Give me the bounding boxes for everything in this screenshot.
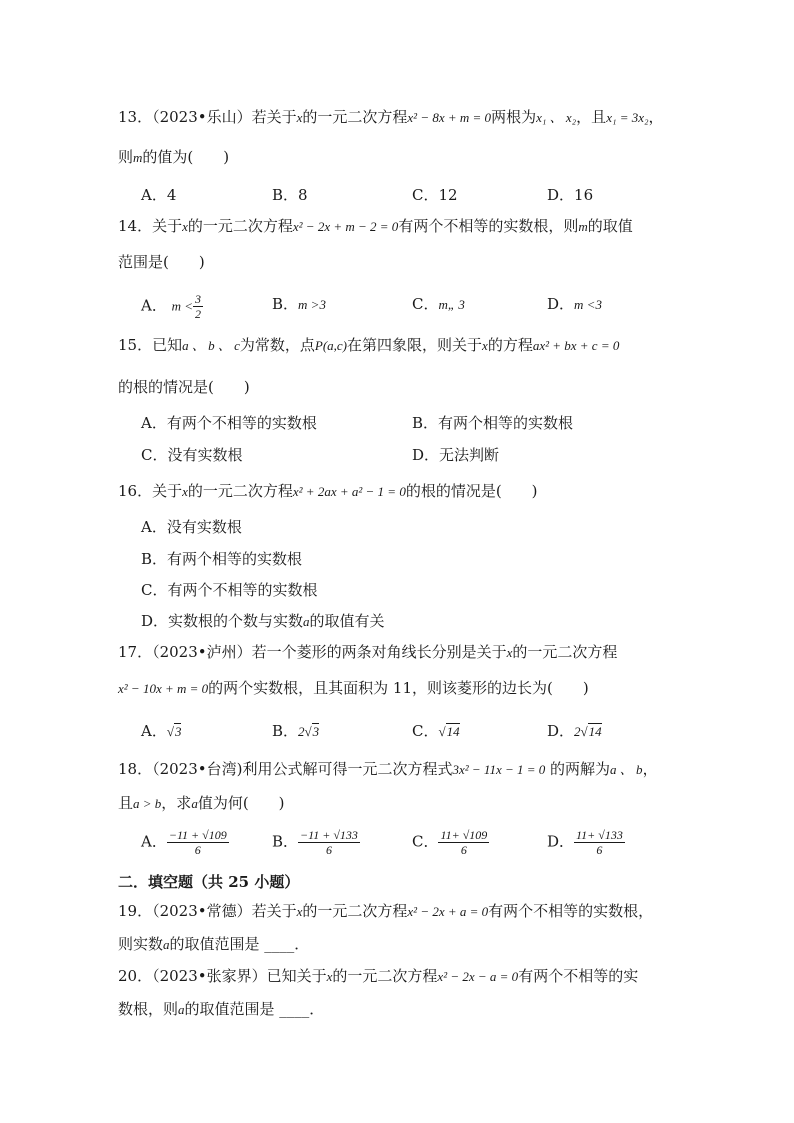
var-x: x xyxy=(182,219,188,234)
q20-equation: x² − 2x − a = 0 xyxy=(437,969,519,984)
frac-num: 3 xyxy=(195,292,202,306)
option-fraction xyxy=(298,828,360,857)
q13-text: 的值为( ) xyxy=(142,148,230,166)
q19-line2 xyxy=(118,934,309,955)
q17-equation: x² − 10x + m = 0 xyxy=(118,681,209,696)
q13-line1 xyxy=(118,107,664,128)
q17-text: 的一元二次方程 xyxy=(512,643,618,661)
q17-line2 xyxy=(118,678,589,699)
option-label: A． xyxy=(141,832,167,851)
section-heading-fill-in: 二．填空题（共 25 小题） xyxy=(118,873,300,891)
q20-text: 的取值范围是 ____． xyxy=(184,1000,325,1018)
q17-text: 的两个实数根，且其面积为 11，则该菱形的边长为( ) xyxy=(208,679,589,697)
q15-option-d: D．无法判断 xyxy=(412,446,500,464)
q17-option-a xyxy=(141,721,181,742)
option-label: D． xyxy=(547,832,575,851)
q16-option-d xyxy=(141,611,385,632)
option-fraction xyxy=(438,828,489,857)
option-label: D． xyxy=(547,722,575,740)
q13-text: ， xyxy=(648,108,664,126)
sqrt-sign: √ xyxy=(438,724,446,739)
q14-option-a xyxy=(141,292,203,321)
q16-equation: x² + 2ax + a² − 1 = 0 xyxy=(292,484,406,499)
q20-line2 xyxy=(118,999,324,1020)
option-text: 的取值有关 xyxy=(309,612,385,630)
q18-roots: a 、 b xyxy=(610,762,643,777)
q13-prefix: 13．（2023•乐山）若关于 xyxy=(118,108,297,126)
option-label: A． xyxy=(141,722,167,740)
q20-line1 xyxy=(118,966,638,987)
q18-text: ，求 xyxy=(161,794,192,812)
q14-text: 的取值 xyxy=(587,217,633,235)
q13-equation: x² − 8x + m = 0 xyxy=(407,110,492,125)
q15-text: 15．已知 xyxy=(118,336,183,354)
frac-den: 6 xyxy=(194,843,201,857)
option-label: A． xyxy=(141,296,167,315)
q17-option-d xyxy=(547,721,602,742)
q18-option-b xyxy=(272,828,360,857)
q18-text: 值为何( ) xyxy=(197,794,285,812)
q18-option-c xyxy=(412,828,489,857)
q16-text: 的根的情况是( ) xyxy=(405,482,538,500)
q15-line1 xyxy=(118,335,619,356)
q15-point: P(a,c) xyxy=(314,338,348,353)
q13-text: 的一元二次方程 xyxy=(302,108,408,126)
q19-equation: x² − 2x + a = 0 xyxy=(407,904,489,919)
option-expr: 3 xyxy=(174,724,182,739)
q14-text: 14．关于 xyxy=(118,217,183,235)
q13-option-a: A．4 xyxy=(141,186,177,204)
q15-constants: a 、 b 、 c xyxy=(182,338,240,353)
q18-text: 18．（2023•台湾)利用公式解可得一元二次方程式 xyxy=(118,760,453,778)
q15-equation: ax² + bx + c = 0 xyxy=(532,338,620,353)
option-expr: m < xyxy=(171,298,194,314)
var-a: a xyxy=(191,796,198,811)
option-label: C． xyxy=(412,295,439,313)
q16-text: 16．关于 xyxy=(118,482,183,500)
frac-den: 2 xyxy=(195,307,202,321)
q13-option-c: C．12 xyxy=(412,186,458,204)
option-expr: 3 xyxy=(312,724,320,739)
option-expr: 14 xyxy=(446,724,460,739)
option-coef: 2 xyxy=(574,724,581,739)
q14-text: 的一元二次方程 xyxy=(187,217,293,235)
option-label: D． xyxy=(547,295,575,313)
q16-line1 xyxy=(118,481,538,502)
var-a: a xyxy=(163,937,170,952)
var-a: a xyxy=(178,1002,185,1017)
frac-den: 6 xyxy=(325,843,332,857)
q20-text: 的一元二次方程 xyxy=(332,967,438,985)
fraction-three-halves xyxy=(193,292,203,321)
var-x: x xyxy=(506,645,513,660)
q16-text: 的一元二次方程 xyxy=(187,482,293,500)
option-label: B． xyxy=(272,722,299,740)
option-expr: m <3 xyxy=(574,297,602,312)
q13-text: 两根为 xyxy=(491,108,537,126)
var-x: x xyxy=(296,110,303,125)
q19-text: 的一元二次方程 xyxy=(302,902,408,920)
q18-equation: 3x² − 11x − 1 = 0 xyxy=(452,762,546,777)
q20-text: 数根，则 xyxy=(118,1000,179,1018)
frac-den: 6 xyxy=(596,843,603,857)
q19-line1 xyxy=(118,901,653,922)
q13-text: ，且 xyxy=(576,108,607,126)
sqrt-sign: √ xyxy=(304,724,312,739)
q20-text: 有两个不相等的实 xyxy=(518,967,639,985)
q14-text: 有两个不相等的实数根，则 xyxy=(398,217,579,235)
q15-text: 在第四象限，则关于 xyxy=(347,336,483,354)
q13-roots: x₁ 、 x₂ xyxy=(536,110,577,125)
q17-option-b xyxy=(272,721,319,742)
q15-option-a: A．有两个不相等的实数根 xyxy=(141,414,317,432)
q14-option-b xyxy=(272,294,326,315)
option-expr: m„ 3 xyxy=(438,297,465,312)
q17-option-c xyxy=(412,721,460,742)
var-a: a xyxy=(303,614,310,629)
sqrt-sign: √ xyxy=(166,724,174,739)
option-expr: m >3 xyxy=(298,297,326,312)
option-label: C． xyxy=(412,722,439,740)
option-coef: 2 xyxy=(298,724,305,739)
q14-option-c xyxy=(412,294,465,315)
option-fraction xyxy=(574,828,625,857)
q15-line2: 的根的情况是( ) xyxy=(118,378,250,396)
q18-text: 且 xyxy=(118,794,134,812)
q18-option-a xyxy=(141,828,229,857)
q19-text: 有两个不相等的实数根， xyxy=(488,902,654,920)
q15-text: 为常数，点 xyxy=(239,336,315,354)
q14-equation: x² − 2x + m − 2 = 0 xyxy=(292,219,399,234)
q18-line1 xyxy=(118,759,658,780)
frac-num: 11+ √133 xyxy=(576,828,623,842)
option-expr: 14 xyxy=(588,724,602,739)
frac-num: −11 + √133 xyxy=(300,828,358,842)
var-x: x xyxy=(182,484,188,499)
sqrt-sign: √ xyxy=(580,724,588,739)
q13-option-b: B．8 xyxy=(272,186,308,204)
q20-text: 20．（2023•张家界）已知关于 xyxy=(118,967,327,985)
q18-condition: a > b xyxy=(133,796,162,811)
q18-option-d xyxy=(547,828,625,857)
q18-text: 的两解为 xyxy=(545,760,611,778)
var-x: x xyxy=(326,969,333,984)
var-x: x xyxy=(296,904,303,919)
q17-text: 17．（2023•泸州）若一个菱形的两条对角线长分别是关于 xyxy=(118,643,507,661)
option-label: B． xyxy=(272,832,299,851)
q18-text: ， xyxy=(642,760,658,778)
q15-text: 的方程 xyxy=(487,336,533,354)
option-label: C． xyxy=(412,832,439,851)
frac-num: −11 + √109 xyxy=(168,828,227,842)
var-m: m xyxy=(133,150,143,165)
q17-line1 xyxy=(118,642,617,663)
option-label: B． xyxy=(272,295,299,313)
q16-option-b: B．有两个相等的实数根 xyxy=(141,550,303,568)
var-x: x xyxy=(482,338,488,353)
option-fraction xyxy=(167,828,229,857)
q18-line2 xyxy=(118,793,285,814)
q19-text: 则实数 xyxy=(118,935,164,953)
q16-option-a: A．没有实数根 xyxy=(141,518,242,536)
q13-condition: x₁ = 3x₂ xyxy=(606,110,649,125)
var-m: m xyxy=(578,219,588,234)
q16-option-c: C．有两个不相等的实数根 xyxy=(141,581,318,599)
q15-option-b: B．有两个相等的实数根 xyxy=(412,414,574,432)
option-text: D．实数根的个数与实数 xyxy=(141,612,304,630)
frac-num: 11+ √109 xyxy=(440,828,488,842)
frac-den: 6 xyxy=(460,843,467,857)
q19-text: 19．（2023•常德）若关于 xyxy=(118,902,297,920)
q14-line1 xyxy=(118,216,633,237)
q13-line2 xyxy=(118,147,229,168)
q13-option-d: D．16 xyxy=(547,186,594,204)
q15-option-c: C．没有实数根 xyxy=(141,446,243,464)
q13-text: 则 xyxy=(118,148,134,166)
q19-text: 的取值范围是 ____． xyxy=(169,935,310,953)
q14-line2: 范围是( ) xyxy=(118,253,205,271)
q14-option-d xyxy=(547,294,602,315)
